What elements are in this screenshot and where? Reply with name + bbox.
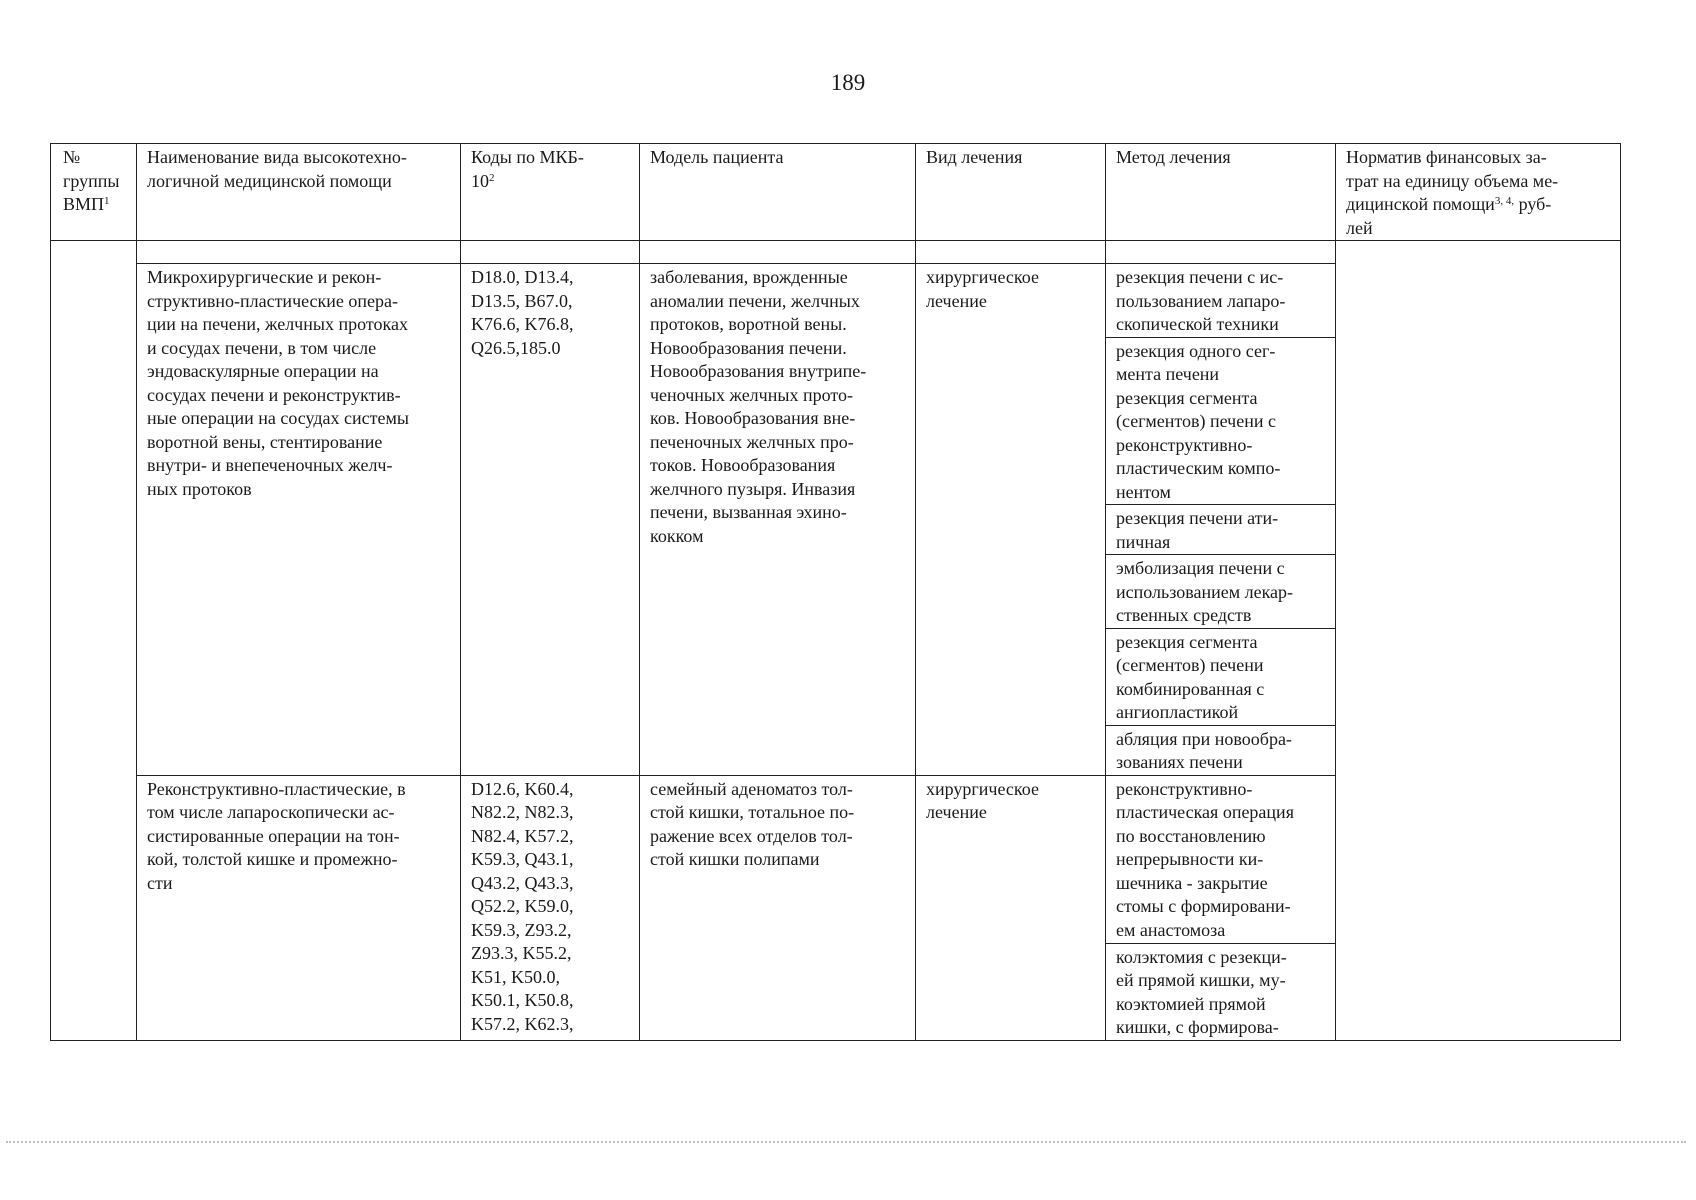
- table-header-row: [51, 144, 1621, 241]
- vmp-table: [50, 143, 1621, 1041]
- row1-codes: D18.0, D13.4, D13.5, B67.0, K76.6, K76.8, Q26.5,185.0: [461, 264, 640, 776]
- header-method: Метод лечения: [1106, 144, 1336, 241]
- header-model: Модель пациента: [640, 144, 916, 241]
- row2-model: семейный аденоматоз тол- стой кишки, тотальное по- ражение всех отделов тол- стой кишки полипами: [640, 775, 916, 1040]
- row2-method: колэктомия с резекци- ей прямой кишки, му- коэктомией прямой кишки, с формирова-: [1106, 943, 1336, 1040]
- spacer-cell: [461, 241, 640, 264]
- row1-method: резекция сегмента (сегментов) печени комбинированная с ангиопластикой: [1106, 628, 1336, 725]
- row1-type: хирургическое лечение: [916, 264, 1106, 776]
- footnote-marker: 2: [489, 171, 495, 184]
- header-group-number-text: № группы ВМП: [63, 147, 120, 214]
- row2-codes: D12.6, K60.4, N82.2, N82.3, N82.4, K57.2, K59.3, Q43.1, Q43.2, Q43.3, Q52.2, K59.0, K59.3, Z93.2, Z93.3, K55.2, K51, K50.0, K50.1, K50.8, K57.2, K62.3,: [461, 775, 640, 1040]
- header-codes-text: Коды по МКБ- 10: [471, 147, 584, 191]
- header-codes: [461, 144, 640, 241]
- row1-method: абляция при новообра- зованиях печени: [1106, 725, 1336, 775]
- spacer-cell: [137, 241, 461, 264]
- header-group-number: [51, 144, 137, 241]
- spacer-cell: [916, 241, 1106, 264]
- spacer-row: [51, 241, 1621, 264]
- row1-method: резекция печени с ис- пользованием лапаро- скопической техники: [1106, 264, 1336, 338]
- row1-method: резекция одного сег- мента печени резекция сегмента (сегментов) печени с реконструктивно- пластическим компо- нентом: [1106, 337, 1336, 505]
- header-norm: [1336, 144, 1621, 241]
- row1-method: резекция печени ати- пичная: [1106, 505, 1336, 555]
- spacer-cell: [640, 241, 916, 264]
- header-norm-tail: руб- лей: [1346, 194, 1552, 238]
- row2-name: Реконструктивно-пластические, в том числе лапароскопически ас- систированные операции на тон- кой, толстой кишке и промежно- сти: [137, 775, 461, 1040]
- row1-method: эмболизация печени с использованием лекар- ственных средств: [1106, 555, 1336, 629]
- spacer-cell: [1106, 241, 1336, 264]
- footnote-marker: 3, 4,: [1494, 195, 1515, 207]
- row1-model: заболевания, врожденные аномалии печени, желчных протоков, воротной вены. Новообразования печени. Новообразования внутрипе- ченочных желчных прото- ков. Новообразования вне- печеночных желчных про- токов. Новообразования желчного пузыря. Инвазия печени, вызванная эхино- кокком: [640, 264, 916, 776]
- row2-type: хирургическое лечение: [916, 775, 1106, 1040]
- row1-name: Микрохирургические и рекон- структивно-пластические опера- ции на печени, желчных протоках и сосудах печени, в том числе эндоваскулярные операции на сосудах печени и реконструктив- ные операции на сосудах системы воротной вены, стентирование внутри- и внепеченочных желч- ных протоков: [137, 264, 461, 776]
- header-type: Вид лечения: [916, 144, 1106, 241]
- norm-cell: [1336, 241, 1621, 1041]
- header-norm-text: Норматив финансовых за- трат на единицу объема ме- дицинской помощи: [1346, 147, 1559, 214]
- scan-artifact-line: [6, 1141, 1686, 1143]
- page-number: 189: [830, 70, 866, 95]
- header-name: Наименование вида высокотехно- логичной медицинской помощи: [137, 144, 461, 241]
- footnote-marker: 1: [104, 195, 110, 207]
- group-number-cell: [51, 241, 137, 1041]
- row2-method: реконструктивно- пластическая операция по восстановлению непрерывности ки- шечника - закрытие стомы с формировани- ем анастомоза: [1106, 775, 1336, 943]
